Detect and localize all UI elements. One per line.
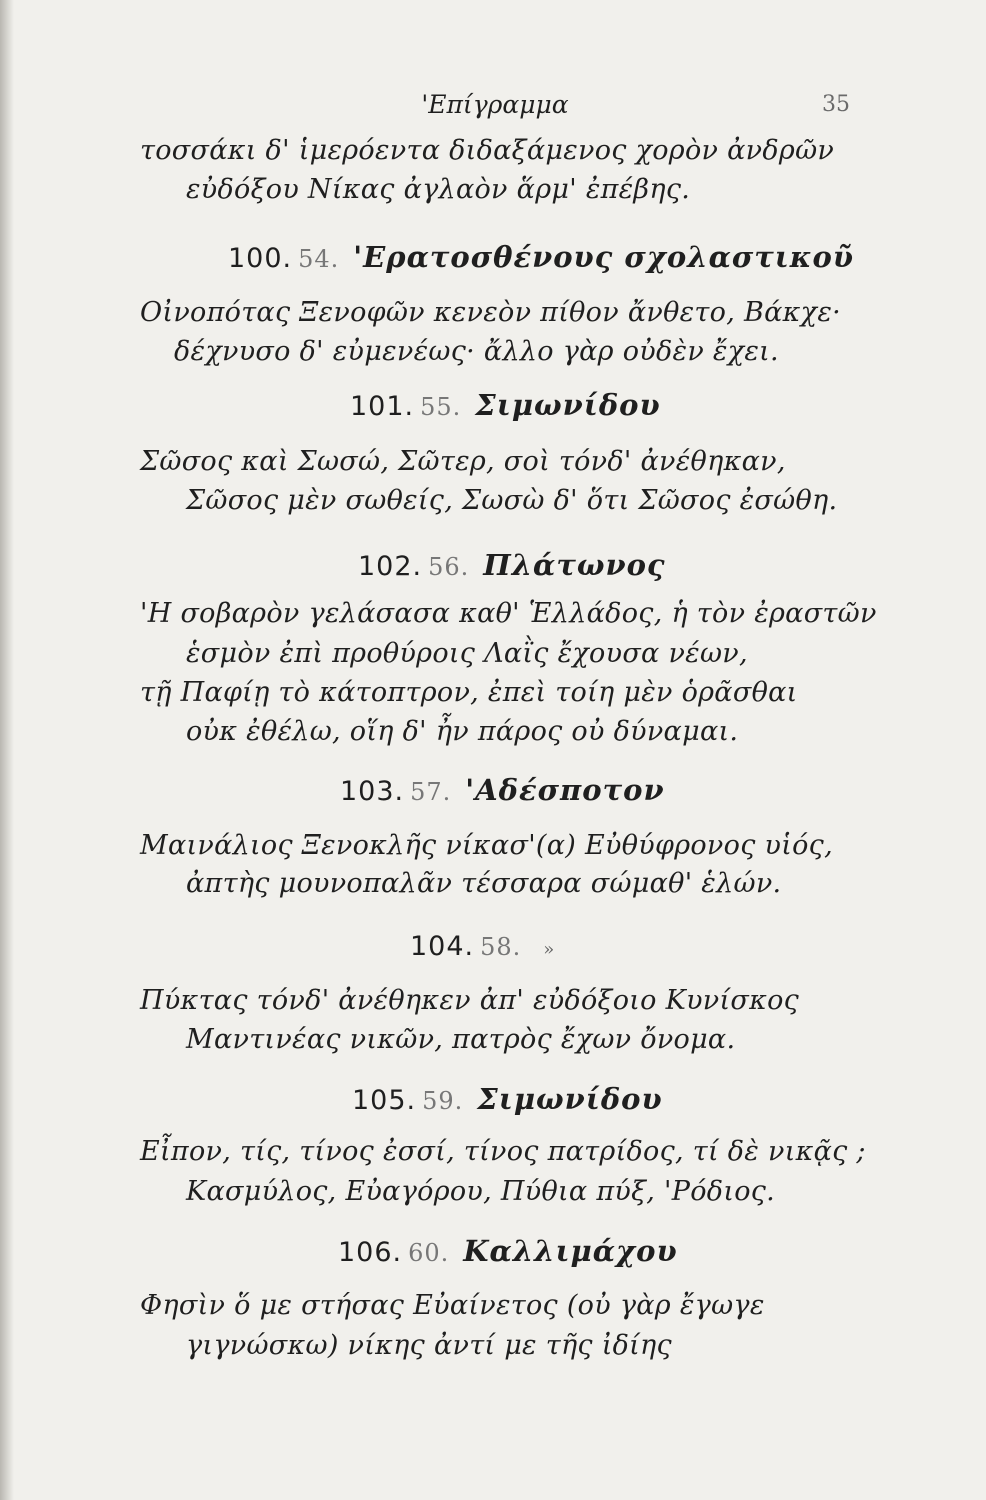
verse-line: Μαινάλιος Ξενοκλῆς νίκασ'(α) Εὐθύφρονος υἱός, bbox=[140, 830, 833, 861]
verse-line: Φησὶν ὅ με στήσας Εὐαίνετος (οὐ γὰρ ἔγωγε bbox=[140, 1290, 765, 1321]
epigram-author: Πλάτωνος bbox=[483, 548, 666, 582]
verse-line: Μαντινέας νικῶν, πατρὸς ἔχων ὄνομα. bbox=[186, 1024, 736, 1055]
epigram-sub-number: 56. bbox=[428, 553, 470, 581]
epigram-heading bbox=[338, 1234, 678, 1268]
verse-line: 'Η σοβαρὸν γελάσασα καθ' Ἑλλάδος, ἡ τὸν ἐραστῶν bbox=[140, 598, 877, 629]
verse-line: Σῶσος μὲν σωθείς, Σωσὼ δ' ὅτι Σῶσος ἐσώθη. bbox=[186, 485, 838, 516]
epigram-sub-number: 54. bbox=[298, 245, 340, 273]
verse-line: Πύκτας τόνδ' ἀνέθηκεν ἀπ' εὐδόξοιο Κυνίσκος bbox=[140, 985, 800, 1016]
verse-line: τοσσάκι δ' ἱμερόεντα διδαξάμενος χορὸν ἀνδρῶν bbox=[140, 135, 835, 166]
epigram-heading bbox=[350, 388, 661, 422]
running-title: 'Επίγραμμα bbox=[421, 90, 569, 119]
verse-line: Κασμύλος, Εὐαγόρου, Πύθια πύξ, 'Ρόδιος. bbox=[186, 1176, 776, 1207]
epigram-sub-number: 60. bbox=[408, 1239, 450, 1267]
epigram-author: » bbox=[543, 939, 556, 960]
epigram-author: 'Αδέσποτον bbox=[465, 773, 665, 807]
epigram-author: Καλλιμάχου bbox=[463, 1234, 678, 1268]
epigram-heading bbox=[352, 1082, 663, 1116]
epigram-number: 104. bbox=[410, 931, 475, 962]
verse-line: ἑσμὸν ἐπὶ προθύροις Λαῒς ἔχουσα νέων, bbox=[186, 638, 748, 669]
running-head bbox=[140, 88, 850, 124]
epigram-heading bbox=[410, 928, 555, 962]
epigram-number: 100. bbox=[228, 243, 293, 274]
verse-line: ἀπτὴς μουνοπαλᾶν τέσσαρα σώμαθ' ἑλών. bbox=[186, 868, 782, 899]
epigram-heading bbox=[228, 240, 854, 274]
verse-line: γιγνώσκω) νίκης ἀντί με τῆς ἰδίης bbox=[186, 1330, 672, 1361]
epigram-heading bbox=[358, 548, 666, 582]
epigram-sub-number: 58. bbox=[480, 933, 522, 961]
epigram-heading bbox=[340, 773, 665, 807]
verse-line: Εἶπον, τίς, τίνος ἐσσί, τίνος πατρίδος, τί δὲ νικᾷς ; bbox=[140, 1136, 866, 1167]
epigram-sub-number: 59. bbox=[422, 1087, 464, 1115]
verse-line: δέχνυσο δ' εὐμενέως· ἄλλο γὰρ οὐδὲν ἔχει. bbox=[174, 336, 779, 367]
epigram-number: 106. bbox=[338, 1237, 403, 1268]
epigram-sub-number: 57. bbox=[410, 778, 452, 806]
page-number: 35 bbox=[822, 92, 850, 117]
verse-line: τῇ Παφίῃ τὸ κάτοπτρον, ἐπεὶ τοίη μὲν ὁρᾶσθαι bbox=[140, 677, 798, 708]
epigram-number: 102. bbox=[358, 551, 423, 582]
epigram-number: 105. bbox=[352, 1085, 417, 1116]
epigram-author: Σιμωνίδου bbox=[477, 1082, 663, 1116]
verse-line: Σῶσος καὶ Σωσώ, Σῶτερ, σοὶ τόνδ' ἀνέθηκαν, bbox=[140, 446, 786, 477]
epigram-number: 103. bbox=[340, 776, 405, 807]
epigram-author: Σιμωνίδου bbox=[475, 388, 661, 422]
epigram-sub-number: 55. bbox=[420, 393, 462, 421]
verse-line: οὐκ ἐθέλω, οἵη δ' ἦν πάρος οὐ δύναμαι. bbox=[186, 716, 739, 747]
verse-line: Οἰνοπότας Ξενοφῶν κενεὸν πίθον ἄνθετο, Βάκχε· bbox=[140, 297, 841, 328]
epigram-author: 'Ερατοσθένους σχολαστικοῦ bbox=[353, 240, 855, 274]
epigram-number: 101. bbox=[350, 391, 415, 422]
verse-line: εὐδόξου Νίκας ἀγλαὸν ἅρμ' ἐπέβης. bbox=[186, 174, 691, 205]
